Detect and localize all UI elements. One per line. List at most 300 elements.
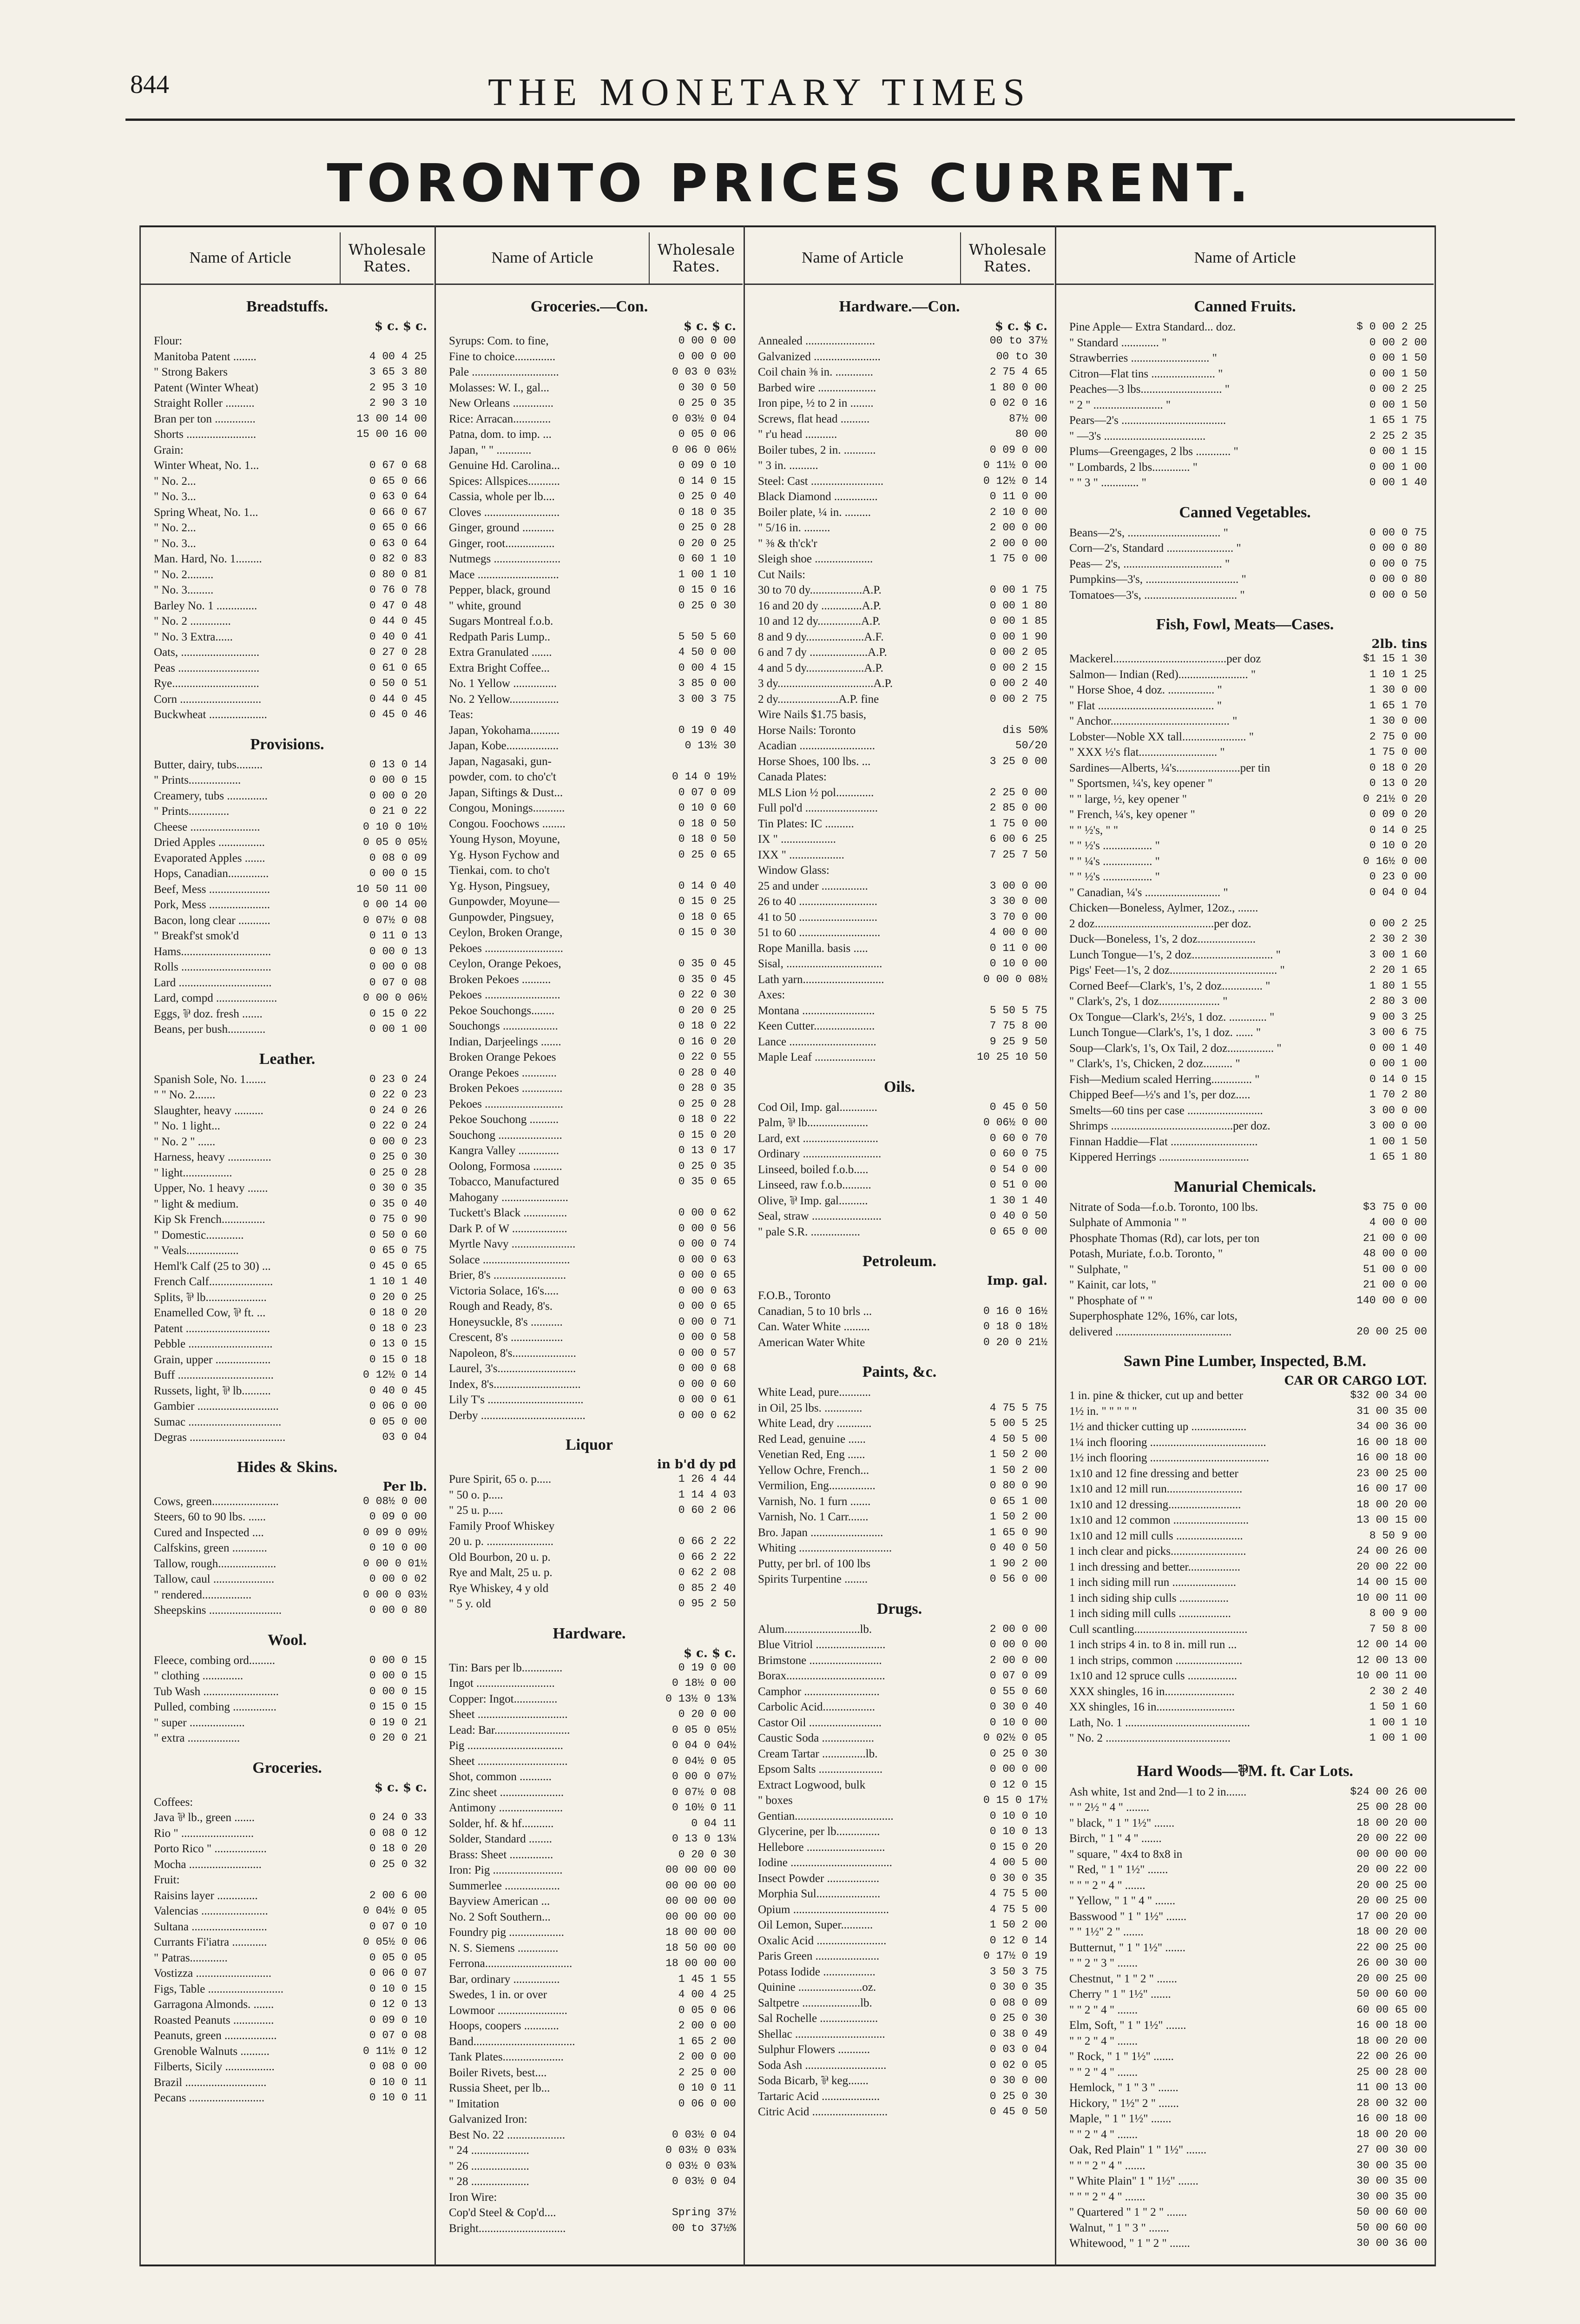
price-row — [141, 1997, 434, 2013]
article-name: Porto Rico " .................. — [154, 1842, 267, 1855]
price-row — [1056, 1025, 1434, 1041]
wholesale-rate: 2 00 0 00 — [989, 1623, 1047, 1635]
article-name: Nutmegs ....................... — [449, 553, 561, 565]
price-row — [436, 769, 743, 785]
wholesale-rate: 0 18 0 20 — [369, 1307, 427, 1319]
wholesale-rate: 20 00 25 00 — [1356, 1879, 1427, 1891]
article-name: in Oil, 25 lbs. ............. — [758, 1401, 862, 1414]
price-row — [745, 598, 1054, 614]
wholesale-rate: 0 45 0 50 — [989, 2106, 1047, 2118]
price-row — [141, 1841, 434, 1857]
article-name: Honeysuckle, 8's ........... — [449, 1315, 563, 1328]
price-row — [1056, 1497, 1434, 1513]
article-name: Cut Nails: — [758, 568, 806, 581]
wholesale-rate: 0 05 0 05 — [369, 1951, 427, 1964]
price-row — [141, 2059, 434, 2075]
wholesale-rate: 0 08 0 09 — [369, 852, 427, 864]
wholesale-rate: 0 28 0 35 — [678, 1082, 736, 1094]
wholesale-rate: 0 00 1 40 — [1369, 476, 1427, 489]
wholesale-rate: 0 14 0 25 — [1369, 824, 1427, 836]
article-name: " Standard ............. " — [1069, 336, 1167, 349]
wholesale-rate: 16 00 17 00 — [1356, 1483, 1427, 1495]
wholesale-rate: 4 50 0 00 — [678, 646, 736, 658]
article-name: Patna, dom. to imp. ... — [449, 428, 552, 441]
wholesale-rate: 1 10 1 40 — [369, 1275, 427, 1287]
price-row — [1056, 1637, 1434, 1653]
price-row — [1056, 475, 1434, 491]
journal-title: THE MONETARY TIMES — [488, 71, 1032, 114]
article-name: Boiler tubes, 2 in. ........... — [758, 443, 876, 456]
section-units: $ c. $ c. — [374, 319, 427, 333]
price-row — [745, 1871, 1054, 1887]
wholesale-rate: 0 03½ 0 03¾ — [665, 2159, 736, 2172]
article-name: Yg. Hyson, Pingsuey, — [449, 879, 550, 892]
article-name: Shorts ........................ — [154, 428, 257, 441]
wholesale-rate: 12 00 13 00 — [1356, 1654, 1427, 1666]
wholesale-rate: 0 09 0 10 — [678, 459, 736, 471]
wholesale-rate: 7 25 7 50 — [989, 848, 1047, 861]
price-row — [436, 832, 743, 847]
wholesale-rate: 1 65 2 00 — [678, 2035, 736, 2047]
price-row — [1056, 1435, 1434, 1451]
price-row — [436, 1392, 743, 1408]
wholesale-rate: 0 60 0 75 — [989, 1148, 1047, 1160]
price-row — [436, 1096, 743, 1112]
article-name: Pears—2's .................................... — [1069, 414, 1226, 427]
article-name: Extra Bright Coffee... — [449, 661, 550, 674]
section-units: $ c. $ c. — [374, 1780, 427, 1795]
price-row — [745, 1622, 1054, 1637]
wholesale-rate: 0 25 0 32 — [369, 1858, 427, 1870]
article-name: " square, " 4x4 to 8x8 in — [1069, 1848, 1183, 1861]
wholesale-rate: 0 00 0 68 — [678, 1362, 736, 1374]
price-row — [1056, 1056, 1434, 1072]
wholesale-rate: 0 09 0 00 — [369, 1511, 427, 1523]
article-name: Coil chain ⅜ in. ............. — [758, 366, 873, 378]
price-row — [436, 878, 743, 894]
wholesale-rate — [643, 754, 743, 770]
wholesale-rate: 4 00 0 00 — [1369, 1216, 1427, 1228]
article-name: Beef, Mess ..................... — [154, 883, 270, 896]
wholesale-rate: 0 00 1 75 — [989, 584, 1047, 596]
price-row — [1056, 1684, 1434, 1700]
article-name: Rye Whiskey, 4 y old — [449, 1582, 549, 1595]
wholesale-rate: 0 00 1 00 — [369, 1023, 427, 1035]
article-name: Ginger, root................. — [449, 537, 555, 550]
article-name: " 25 u. p..... — [449, 1504, 503, 1517]
wholesale-rate: 1 80 1 55 — [1369, 979, 1427, 992]
wholesale-rate: 9 25 9 50 — [989, 1035, 1047, 1048]
article-name: 2 dy.....................A.P. fine — [758, 693, 879, 706]
price-row — [1056, 350, 1434, 366]
article-name: Paris Green ...................... — [758, 1950, 880, 1962]
wholesale-rate: 8 00 9 00 — [1369, 1607, 1427, 1619]
price-row — [1056, 444, 1434, 460]
article-name: Wire Nails $1.75 basis, — [758, 708, 866, 721]
price-row — [141, 567, 434, 583]
article-name: Ordinary ........................... — [758, 1148, 882, 1160]
price-row — [436, 2018, 743, 2034]
section-title: Sawn Pine Lumber, Inspected, B.M. — [1123, 1353, 1367, 1370]
article-name: Hams............................... — [154, 945, 271, 958]
page-number: 844 — [130, 70, 169, 99]
price-row — [745, 520, 1054, 536]
article-name: " " 2 " 4 " ....... — [1069, 2128, 1138, 2141]
wholesale-rate: 0 15 0 15 — [369, 1701, 427, 1713]
price-row — [745, 1995, 1054, 2011]
price-row — [141, 442, 434, 458]
price-row — [1056, 1262, 1434, 1278]
article-name: Strawberries ........................... " — [1069, 352, 1217, 364]
wholesale-rate: 0 11 0 13 — [369, 930, 427, 942]
article-name: Hickory, " 1½" 2 " ....... — [1069, 2097, 1179, 2110]
section-title: Oils. — [883, 1078, 915, 1096]
wholesale-rate: 6 00 6 25 — [989, 833, 1047, 845]
article-name: Antimony ...................... — [449, 1802, 563, 1814]
price-row — [1056, 1134, 1434, 1150]
article-name: " r'u head ........... — [758, 428, 837, 441]
wholesale-rate: 2 25 2 35 — [1369, 429, 1427, 442]
article-name: Elm, Soft, " 1 " 1½" ....... — [1069, 2019, 1186, 2032]
wholesale-rate: 3 85 0 00 — [678, 677, 736, 689]
price-row — [141, 1715, 434, 1731]
article-name: Cassia, whole per lb.... — [449, 490, 555, 503]
wholesale-rate: 0 00 1 85 — [989, 615, 1047, 627]
article-name: Vostizza .......................... — [154, 1967, 271, 1980]
wholesale-rate: 0 56 0 00 — [989, 1573, 1047, 1585]
article-name: Cheese ........................ — [154, 820, 260, 833]
price-row — [1056, 397, 1434, 413]
article-name: Brimstone ......................... — [758, 1654, 882, 1667]
article-name: Spirits Turpentine ........ — [758, 1573, 868, 1585]
section-title: Manurial Chemicals. — [1174, 1178, 1316, 1195]
wholesale-rate — [955, 567, 1054, 583]
wholesale-rate: 0 00 1 50 — [1369, 352, 1427, 364]
wholesale-rate: 0 10 0 60 — [678, 802, 736, 814]
section-title: Hides & Skins. — [237, 1458, 338, 1476]
price-row — [745, 333, 1054, 349]
price-row — [141, 1525, 434, 1541]
price-row — [141, 990, 434, 1006]
price-row — [141, 1684, 434, 1700]
article-name: Bro. Japan ......................... — [758, 1526, 883, 1539]
price-row — [436, 2096, 743, 2112]
wholesale-rate: 3 65 3 80 — [369, 366, 427, 378]
wholesale-rate: 0 09 0 00 — [989, 443, 1047, 456]
wholesale-rate: 0 05 0 05½ — [672, 1723, 736, 1736]
article-name: Sisal, ................................. — [758, 957, 882, 970]
section-title: Breadstuffs. — [246, 298, 328, 315]
article-name: Peanuts, green .................. — [154, 2029, 277, 2042]
wholesale-rate: 0 08 0 12 — [369, 1827, 427, 1839]
article-name: Red Lead, genuine ...... — [758, 1433, 866, 1446]
article-name: " super ................... — [154, 1716, 245, 1729]
wholesale-rate: 0 10 0 00 — [369, 1542, 427, 1554]
article-name: Bar, ordinary ................ — [449, 1973, 560, 1986]
price-section — [436, 1436, 743, 1612]
article-name: Barbed wire .................... — [758, 381, 876, 394]
wholesale-rate: 0 09 0 10 — [369, 2014, 427, 2026]
price-row — [436, 442, 743, 458]
article-name: Derby .................................... — [449, 1409, 586, 1422]
price-row — [436, 1800, 743, 1816]
wholesale-rate: 0 95 2 50 — [678, 1598, 736, 1610]
price-row — [436, 1143, 743, 1159]
price-row — [745, 442, 1054, 458]
article-name: Garragona Almonds. ....... — [154, 1998, 274, 2011]
wholesale-rate: 0 10 0 15 — [369, 1982, 427, 1995]
article-name: Annealed ........................ — [758, 335, 876, 347]
wholesale-rate: 16 00 18 00 — [1356, 1436, 1427, 1448]
price-row — [141, 757, 434, 773]
wholesale-rate: 0 00 1 50 — [1369, 367, 1427, 380]
wholesale-rate: 0 06 0 00 — [678, 2097, 736, 2110]
wholesale-rate: 26 00 30 00 — [1356, 1957, 1427, 1969]
column-header-rates: Wholesale Rates. — [960, 232, 1054, 284]
wholesale-rate — [955, 707, 1054, 723]
wholesale-rate: 1 90 2 00 — [989, 1557, 1047, 1570]
price-row — [745, 1793, 1054, 1809]
section-title: Provisions. — [250, 735, 324, 753]
wholesale-rate — [955, 863, 1054, 878]
wholesale-rate: 2 00 0 00 — [989, 1654, 1047, 1666]
wholesale-rate: 2 30 2 30 — [1369, 933, 1427, 945]
wholesale-rate: 0 25 0 28 — [678, 522, 736, 534]
wholesale-rate: 60 00 65 00 — [1356, 2003, 1427, 2016]
wholesale-rate: 2 10 0 00 — [989, 506, 1047, 518]
wholesale-rate: 0 05½ 0 06 — [362, 1936, 427, 1948]
wholesale-rate — [643, 863, 743, 878]
price-row — [436, 1283, 743, 1299]
wholesale-rate: 10 00 11 00 — [1356, 1670, 1427, 1682]
price-row — [436, 925, 743, 941]
article-name: Potass Iodide .................. — [758, 1965, 876, 1978]
price-row — [436, 598, 743, 614]
wholesale-rate: 0 05 0 00 — [369, 1415, 427, 1428]
article-name: " Domestic............. — [154, 1228, 244, 1241]
price-row — [745, 1855, 1054, 1871]
price-row — [141, 882, 434, 898]
price-row — [745, 1335, 1054, 1351]
wholesale-rate: 0 12 0 15 — [989, 1778, 1047, 1791]
wholesale-rate: 0 07½ 0 08 — [672, 1786, 736, 1798]
price-row — [141, 1919, 434, 1935]
wholesale-rate: 14 00 15 00 — [1356, 1576, 1427, 1588]
article-name: Lily T's ................................. — [449, 1393, 584, 1406]
price-row — [141, 1699, 434, 1715]
price-row — [141, 333, 434, 349]
price-row — [436, 411, 743, 427]
price-row — [1056, 994, 1434, 1010]
price-row — [141, 614, 434, 629]
price-section — [1056, 504, 1434, 603]
wholesale-rate: 5 00 5 25 — [989, 1417, 1047, 1429]
wholesale-rate: 2 90 3 10 — [369, 397, 427, 409]
wholesale-rate: 0 00 0 57 — [678, 1347, 736, 1359]
article-name: Fine to choice.............. — [449, 350, 556, 363]
article-name: " boxes — [758, 1794, 793, 1807]
wholesale-rate: 18 00 00 00 — [665, 1957, 736, 1969]
article-name: New Orleans .............. — [449, 397, 553, 409]
wholesale-rate — [1297, 1308, 1434, 1324]
wholesale-rate: 0 35 0 45 — [678, 973, 736, 985]
price-row — [141, 1367, 434, 1383]
price-row — [436, 660, 743, 676]
article-name: " " ½'s ................. " — [1069, 871, 1160, 883]
article-name: " Clark's, 1's, Chicken, 2 doz.......... " — [1069, 1057, 1240, 1070]
article-name: Plums—Greengages, 2 lbs ............ " — [1069, 445, 1238, 458]
article-name: " Phosphate of " " — [1069, 1294, 1153, 1307]
price-row — [745, 380, 1054, 396]
price-section — [141, 1050, 434, 1446]
price-row — [745, 1162, 1054, 1178]
article-name: Patent ............................. — [154, 1322, 270, 1335]
price-row — [141, 1072, 434, 1088]
price-row — [745, 2027, 1054, 2042]
price-row — [745, 894, 1054, 910]
wholesale-rate: 31 00 35 00 — [1356, 1405, 1427, 1417]
article-name: 1 inch dressing and better.................. — [1069, 1560, 1240, 1573]
wholesale-rate: 0 24 0 33 — [369, 1811, 427, 1823]
wholesale-rate: 0 00 1 15 — [1369, 445, 1427, 457]
article-name: Hops, Canadian.............. — [154, 867, 269, 880]
wholesale-rate: 0 05 0 06 — [678, 428, 736, 440]
wholesale-rate: 87½ 00 — [1009, 412, 1047, 425]
price-row — [141, 1556, 434, 1572]
price-row — [1056, 1847, 1434, 1862]
article-name: Extract Logwood, bulk — [758, 1778, 866, 1791]
wholesale-rate: 0 00 2 25 — [1369, 383, 1427, 395]
article-name: Pekoe Souchongs........ — [449, 1004, 555, 1017]
price-row — [141, 1795, 434, 1810]
wholesale-rate: 0 15 0 16 — [678, 584, 736, 596]
wholesale-rate: 0 20 0 21½ — [983, 1336, 1047, 1348]
article-name: Shot, common ........... — [449, 1770, 552, 1783]
price-row — [141, 1540, 434, 1556]
wholesale-rate: 3 00 3 75 — [678, 693, 736, 705]
price-row — [745, 1400, 1054, 1416]
price-row — [1056, 776, 1434, 792]
article-name: Cows, green....................... — [154, 1495, 279, 1508]
wholesale-rate: 0 00 2 75 — [989, 693, 1047, 705]
price-row — [436, 474, 743, 489]
wholesale-rate: 2 75 0 00 — [1369, 730, 1427, 743]
article-name: " Sportsmen, ¼'s, key opener " — [1069, 777, 1213, 790]
price-row — [436, 1754, 743, 1769]
article-name: Japan, Yokohama.......... — [449, 724, 560, 737]
wholesale-rate: 0 16½ 0 00 — [1363, 855, 1427, 867]
wholesale-rate: 0 17½ 0 19 — [983, 1950, 1047, 1962]
price-row — [436, 551, 743, 567]
wholesale-rate: 0 00 1 90 — [989, 630, 1047, 643]
price-row — [1056, 1800, 1434, 1816]
price-row — [436, 692, 743, 707]
price-row — [1056, 978, 1434, 994]
price-row — [745, 1304, 1054, 1320]
price-row — [745, 660, 1054, 676]
article-name: Chicken—Boneless, Aylmer, 12oz., ....... — [1069, 902, 1258, 914]
article-name: Ginger, ground ........... — [449, 522, 554, 534]
wholesale-rate: 4 50 5 00 — [989, 1433, 1047, 1445]
price-row — [436, 1925, 743, 1941]
price-row — [1056, 682, 1434, 698]
article-name: Soda Bicarb, ⅌ keg....... — [758, 2074, 869, 2087]
price-row — [436, 536, 743, 552]
price-row — [436, 614, 743, 629]
wholesale-rate: 4 00 4 25 — [369, 350, 427, 363]
article-name: 1¼ inch flooring ........................................ — [1069, 1436, 1266, 1449]
article-name: " Prints.................. — [154, 774, 241, 786]
wholesale-rate: 0 20 0 00 — [678, 1708, 736, 1720]
wholesale-rate: 0 04 0 04 — [1369, 886, 1427, 898]
article-name: Tartaric Acid .................... — [758, 2090, 880, 2103]
price-row — [1056, 1715, 1434, 1731]
article-name: Cured and Inspected .... — [154, 1526, 264, 1539]
price-section — [745, 298, 1054, 1065]
wholesale-rate: 0 19 0 40 — [678, 724, 736, 736]
price-row — [745, 878, 1054, 894]
wholesale-rate — [1297, 900, 1434, 916]
wholesale-rate: 16 00 18 00 — [1356, 2113, 1427, 2125]
wholesale-rate: 0 11½ 0 12 — [362, 2045, 427, 2057]
article-name: 10 and 12 dy...............A.P. — [758, 615, 881, 627]
article-name: powder, com. to cho'c't — [449, 771, 556, 783]
article-name: Citron—Flat tins ...................... " — [1069, 367, 1223, 380]
article-name: Java ⅌ lb., green ....... — [154, 1811, 255, 1824]
article-name: " Lombards, 2 lbs............. " — [1069, 461, 1198, 474]
price-row — [436, 987, 743, 1003]
price-row — [745, 1224, 1054, 1240]
wholesale-rate: 25 00 28 00 — [1356, 1801, 1427, 1813]
price-row — [141, 1274, 434, 1290]
wholesale-rate: 0 16 0 20 — [678, 1035, 736, 1048]
article-name: 6 and 7 dy ....................A.P. — [758, 646, 887, 659]
price-row — [141, 536, 434, 552]
price-row — [141, 1966, 434, 1981]
price-row — [141, 835, 434, 851]
article-name: 1½ inch flooring ......................................... — [1069, 1452, 1269, 1464]
price-row — [436, 1816, 743, 1832]
article-name: " Flat ........................................ " — [1069, 699, 1222, 712]
article-name: " No. 3... — [154, 537, 196, 550]
wholesale-rate: 20 00 25 00 — [1356, 1325, 1427, 1338]
price-row — [436, 1128, 743, 1143]
wholesale-rate: 0 00 0 65 — [678, 1300, 736, 1312]
price-row — [141, 349, 434, 365]
wholesale-rate: 0 18 0 22 — [678, 1020, 736, 1032]
article-name: XX shingles, 16 in........................... — [1069, 1701, 1235, 1713]
wholesale-rate: 0 07 0 08 — [369, 976, 427, 989]
article-name: Pekoes ........................... — [449, 942, 563, 955]
price-row — [1056, 698, 1434, 714]
price-row — [436, 1987, 743, 2003]
wholesale-rate: 0 51 0 00 — [989, 1179, 1047, 1191]
article-name: Victoria Solace, 16's..... — [449, 1284, 559, 1297]
price-row — [436, 1472, 743, 1487]
article-name: IXX " ................... — [758, 848, 844, 861]
article-name: Corn—2's, Standard ....................... " — [1069, 542, 1241, 555]
article-name: Kangra Valley .............. — [449, 1144, 559, 1157]
article-name: Galvanized Iron: — [449, 2113, 527, 2126]
price-row — [745, 738, 1054, 754]
wholesale-rate: 0 12 0 13 — [369, 1998, 427, 2010]
article-name: Sal Rochelle .................... — [758, 2012, 878, 2025]
article-name: Phosphate Thomas (Rd), car lots, per ton — [1069, 1232, 1260, 1245]
wholesale-rate: 0 00 0 13 — [369, 945, 427, 957]
article-name: " " 2 " 4 " ....... — [1069, 2034, 1138, 2047]
wholesale-rate: 0 00 2 00 — [1369, 336, 1427, 349]
wholesale-rate: 0 14 0 40 — [678, 879, 736, 892]
